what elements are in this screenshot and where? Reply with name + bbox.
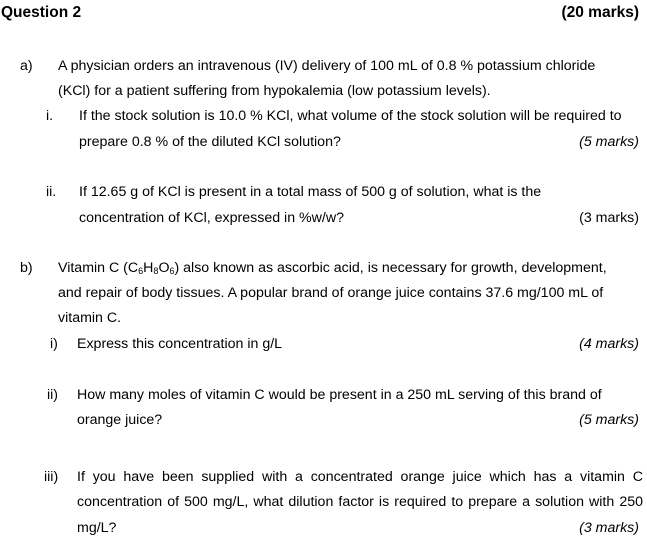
part-b-i-number: i)	[50, 336, 58, 352]
part-b-iii-text-line-3: mg/L?	[77, 520, 117, 536]
part-b-ii-marks: (5 marks)	[579, 412, 639, 428]
part-b-ii-text-line-1: How many moles of vitamin C would be present in a 250 mL serving of this brand of	[77, 387, 602, 403]
part-b-i-text-line-1: Express this concentration in g/L	[77, 336, 283, 352]
part-a-ii-text-line-2: concentration of KCl, expressed in %w/w?	[79, 210, 344, 226]
part-a-text-line-1: A physician orders an intravenous (IV) delivery of 100 mL of 0.8 % potassium chloride	[58, 58, 596, 74]
part-a-i-number: i.	[46, 108, 54, 124]
part-b-iii-text-line-2: concentration of 500 mg/L, what dilution factor is required to prepare a solution with 250	[77, 494, 643, 510]
part-a-i-marks: (5 marks)	[579, 134, 639, 150]
part-a-label: a)	[20, 58, 33, 74]
part-a-text-line-2: (KCl) for a patient suffering from hypokalemia (low potassium levels).	[58, 83, 491, 99]
part-a-ii-text-line-1: If 12.65 g of KCl is present in a total mass of 500 g of solution, what is the	[79, 184, 542, 200]
part-b-iii-marks: (3 marks)	[579, 520, 639, 536]
part-b-iii-text-line-1: If you have been supplied with a concentrated orange juice which has a vitamin C	[77, 469, 643, 485]
part-b-text-line-3: vitamin C.	[58, 310, 122, 326]
part-b-label: b)	[20, 260, 33, 276]
part-a-i-text-line-2: prepare 0.8 % of the diluted KCl solution?	[79, 134, 341, 150]
question-total-marks: (20 marks)	[561, 4, 639, 21]
part-b-i-marks: (4 marks)	[579, 336, 639, 352]
part-b-ii-text-line-2: orange juice?	[77, 412, 163, 428]
part-b-text-line-1: Vitamin C $(C_6H_8O_6)$ also known as ascorbic acid, is necessary for growth, development,	[58, 260, 607, 276]
part-b-ii-number: ii)	[47, 387, 59, 403]
part-b-iii-number: iii)	[44, 469, 59, 485]
part-a-i-text-line-1: If the stock solution is 10.0 % KCl, what volume of the stock solution will be required to	[79, 108, 622, 124]
part-a-ii-number: ii.	[46, 184, 57, 200]
question-title: Question 2	[1, 4, 82, 21]
part-b-text-line-2: and repair of body tissues. A popular brand of orange juice contains 37.6 mg/100 mL of	[58, 285, 604, 301]
part-a-ii-marks: (3 marks)	[579, 210, 639, 226]
